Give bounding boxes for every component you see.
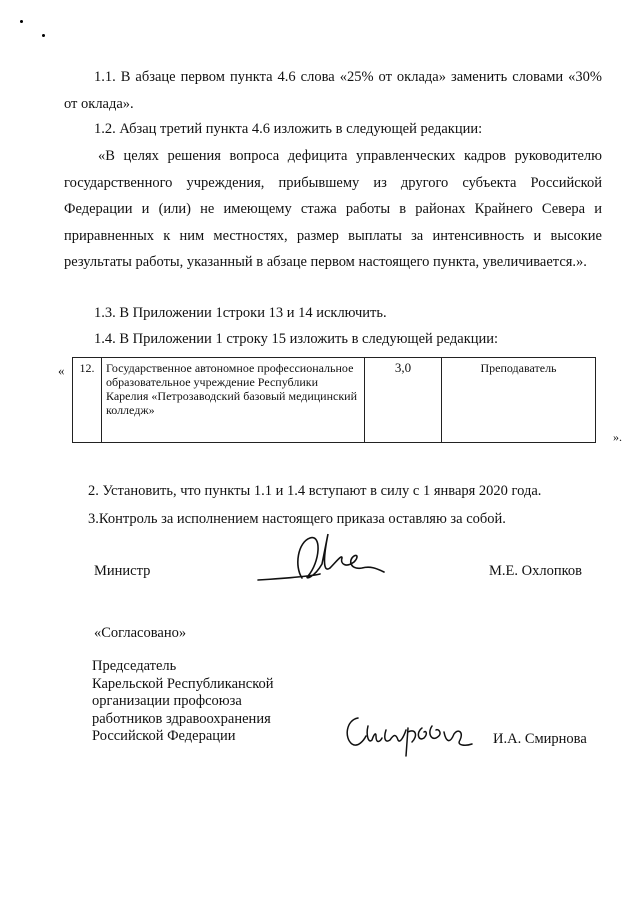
chair-line: Председатель	[92, 658, 177, 674]
paragraph-1-3: 1.3. В Приложении 1строки 13 и 14 исключить.	[94, 305, 387, 321]
chair-title	[92, 658, 274, 746]
paragraph-3: 3.Контроль за исполнением настоящего приказа оставляю за собой.	[88, 511, 506, 527]
chair-signature	[340, 704, 475, 759]
institution-cell: Государственное автономное профессиональное образовательное учреждение Республики Карелия «Петрозаводский базовый медицинский колледж»	[102, 358, 365, 443]
paragraph-1-2: 1.2. Абзац третий пункта 4.6 изложить в следующей редакции:	[94, 121, 483, 137]
paragraph-1-1: 1.1. В абзаце первом пункта 4.6 слова «25% от оклада» заменить словами «30% от оклада».	[64, 69, 602, 112]
paragraph-1-4: 1.4. В Приложении 1 строку 15 изложить в следующей редакции:	[94, 331, 499, 347]
paragraph-2: 2. Установить, что пункты 1.1 и 1.4 вступают в силу с 1 января 2020 года.	[88, 483, 542, 499]
quoted-paragraph: «В целях решения вопроса дефицита управленческих кадров руководителю государственного учреждения, прибывшему из другого субъекта Российской Федерации и (или) не имеющему стажа работы в районах Крайнего Севера и приравненных к ним местностях, размер выплаты за интенсивность и высокие результаты работы, указанный в абзаце первом настоящего пункта, увеличивается.».	[64, 148, 602, 270]
scan-speck	[42, 34, 45, 37]
table-close-quote: ».	[613, 430, 622, 444]
chair-line: организации профсоюза	[92, 693, 242, 709]
agreed-label: «Согласовано»	[94, 625, 187, 641]
table-open-quote: «	[58, 363, 65, 378]
row-number-cell: 12.	[73, 358, 102, 443]
chair-name: И.А. Смирнова	[493, 731, 587, 747]
minister-signature	[250, 528, 390, 590]
position-cell: Преподаватель	[442, 358, 596, 443]
appendix-table	[72, 357, 596, 443]
minister-title: Министр	[94, 563, 151, 579]
minister-name: М.Е. Охлопков	[489, 563, 582, 579]
chair-line: работников здравоохранения	[92, 710, 271, 727]
table-row	[73, 358, 596, 443]
chair-line: Карельской Республиканской	[92, 675, 274, 692]
scan-speck	[20, 20, 23, 23]
chair-line: Российской Федерации	[92, 728, 236, 744]
coefficient-cell: 3,0	[365, 358, 442, 443]
